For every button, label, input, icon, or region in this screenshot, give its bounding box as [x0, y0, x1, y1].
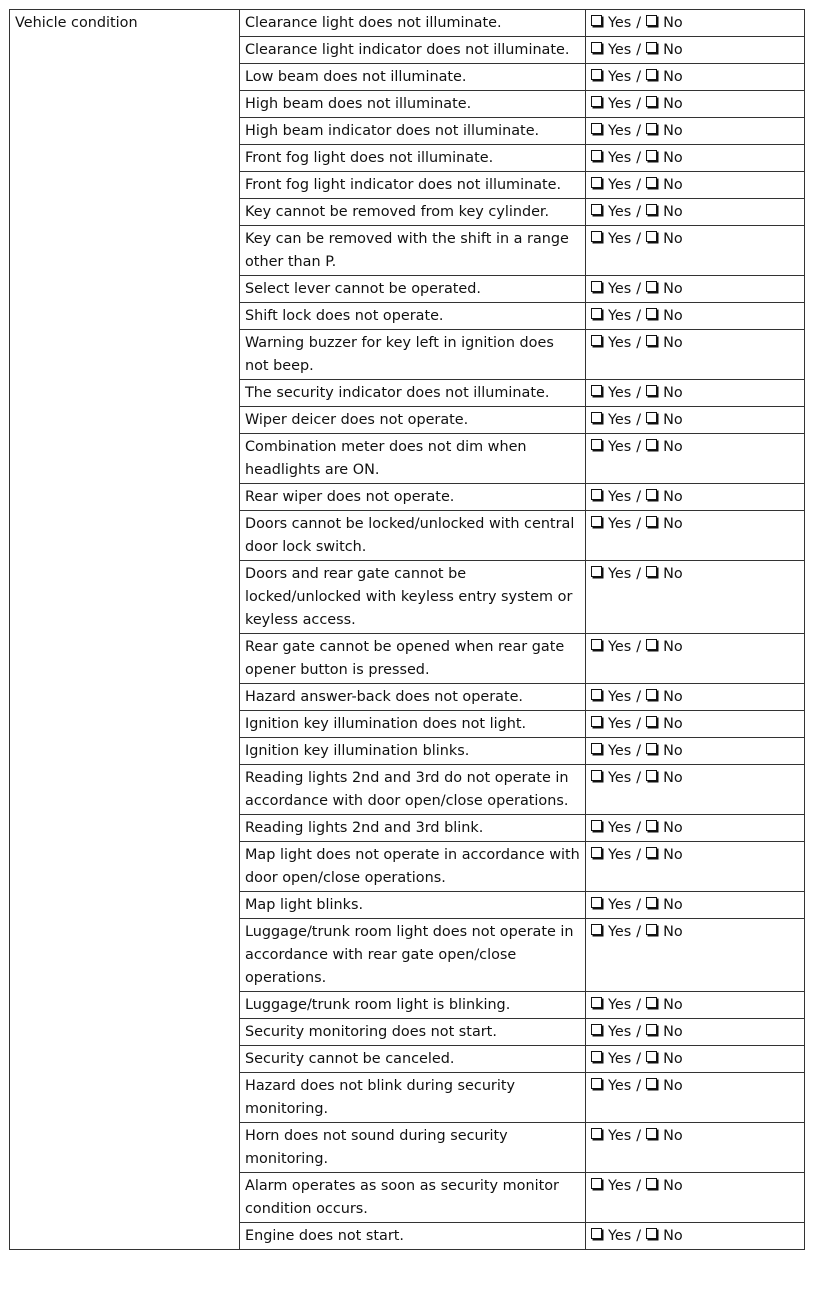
- checklist-body: [10, 10, 805, 1250]
- table-row: [10, 10, 805, 37]
- condition-text: Front fog light indicator does not illuminate.: [240, 172, 586, 199]
- yes-no-options: [586, 64, 805, 91]
- yes-no-options: [586, 634, 805, 684]
- yes-label: Yes: [608, 770, 632, 786]
- no-checkbox[interactable]: [646, 489, 657, 500]
- no-checkbox[interactable]: [646, 42, 657, 53]
- yes-no-options: [586, 199, 805, 226]
- no-checkbox[interactable]: [646, 96, 657, 107]
- no-checkbox[interactable]: [646, 716, 657, 727]
- yes-no-options: [586, 1046, 805, 1073]
- condition-text: Hazard answer-back does not operate.: [240, 684, 586, 711]
- yes-no-options: [586, 711, 805, 738]
- no-label: No: [663, 385, 683, 401]
- condition-text: High beam indicator does not illuminate.: [240, 118, 586, 145]
- yes-checkbox[interactable]: [591, 639, 602, 650]
- no-label: No: [663, 15, 683, 31]
- no-checkbox[interactable]: [646, 308, 657, 319]
- yes-checkbox[interactable]: [591, 997, 602, 1008]
- yes-no-options: [586, 892, 805, 919]
- yes-label: Yes: [608, 204, 632, 220]
- yes-label: Yes: [608, 335, 632, 351]
- condition-text: Doors cannot be locked/unlocked with central door lock switch.: [240, 511, 586, 561]
- no-label: No: [663, 516, 683, 532]
- no-checkbox[interactable]: [646, 516, 657, 527]
- yes-label: Yes: [608, 385, 632, 401]
- option-separator: /: [636, 412, 642, 428]
- no-label: No: [663, 308, 683, 324]
- yes-no-options: [586, 919, 805, 992]
- yes-label: Yes: [608, 15, 632, 31]
- yes-label: Yes: [608, 177, 632, 193]
- yes-label: Yes: [608, 847, 632, 863]
- no-checkbox[interactable]: [646, 1228, 657, 1239]
- no-label: No: [663, 1178, 683, 1194]
- option-separator: /: [636, 439, 642, 455]
- no-label: No: [663, 281, 683, 297]
- yes-checkbox[interactable]: [591, 96, 602, 107]
- yes-no-options: [586, 434, 805, 484]
- yes-checkbox[interactable]: [591, 412, 602, 423]
- option-separator: /: [636, 897, 642, 913]
- yes-no-options: [586, 118, 805, 145]
- yes-no-options: [586, 561, 805, 634]
- option-separator: /: [636, 847, 642, 863]
- no-checkbox[interactable]: [646, 15, 657, 26]
- option-separator: /: [636, 1228, 642, 1244]
- yes-no-options: [586, 1123, 805, 1173]
- yes-no-options: [586, 330, 805, 380]
- option-separator: /: [636, 1128, 642, 1144]
- yes-checkbox[interactable]: [591, 489, 602, 500]
- option-separator: /: [636, 150, 642, 166]
- no-checkbox[interactable]: [646, 1178, 657, 1189]
- no-label: No: [663, 150, 683, 166]
- condition-text: Rear wiper does not operate.: [240, 484, 586, 511]
- condition-text: Wiper deicer does not operate.: [240, 407, 586, 434]
- condition-text: Combination meter does not dim when headlights are ON.: [240, 434, 586, 484]
- no-checkbox[interactable]: [646, 1051, 657, 1062]
- no-checkbox[interactable]: [646, 281, 657, 292]
- no-label: No: [663, 770, 683, 786]
- option-separator: /: [636, 123, 642, 139]
- no-checkbox[interactable]: [646, 335, 657, 346]
- yes-checkbox[interactable]: [591, 1228, 602, 1239]
- yes-no-options: [586, 765, 805, 815]
- no-label: No: [663, 96, 683, 112]
- option-separator: /: [636, 1024, 642, 1040]
- option-separator: /: [636, 42, 642, 58]
- option-separator: /: [636, 743, 642, 759]
- yes-label: Yes: [608, 1178, 632, 1194]
- no-label: No: [663, 897, 683, 913]
- yes-no-options: [586, 1173, 805, 1223]
- no-label: No: [663, 689, 683, 705]
- no-checkbox[interactable]: [646, 897, 657, 908]
- yes-label: Yes: [608, 1051, 632, 1067]
- no-label: No: [663, 716, 683, 732]
- option-separator: /: [636, 15, 642, 31]
- no-label: No: [663, 335, 683, 351]
- condition-text: Reading lights 2nd and 3rd blink.: [240, 815, 586, 842]
- option-separator: /: [636, 231, 642, 247]
- no-checkbox[interactable]: [646, 997, 657, 1008]
- option-separator: /: [636, 177, 642, 193]
- no-checkbox[interactable]: [646, 820, 657, 831]
- option-separator: /: [636, 997, 642, 1013]
- yes-label: Yes: [608, 1024, 632, 1040]
- yes-checkbox[interactable]: [591, 1178, 602, 1189]
- no-checkbox[interactable]: [646, 412, 657, 423]
- no-checkbox[interactable]: [646, 439, 657, 450]
- option-separator: /: [636, 308, 642, 324]
- yes-label: Yes: [608, 566, 632, 582]
- yes-checkbox[interactable]: [591, 897, 602, 908]
- condition-text: Map light blinks.: [240, 892, 586, 919]
- yes-no-options: [586, 303, 805, 330]
- yes-checkbox[interactable]: [591, 847, 602, 858]
- no-checkbox[interactable]: [646, 1024, 657, 1035]
- vehicle-condition-checklist: [9, 9, 805, 1250]
- yes-label: Yes: [608, 1228, 632, 1244]
- no-checkbox[interactable]: [646, 385, 657, 396]
- yes-label: Yes: [608, 689, 632, 705]
- option-separator: /: [636, 516, 642, 532]
- option-separator: /: [636, 1178, 642, 1194]
- yes-label: Yes: [608, 639, 632, 655]
- yes-no-options: [586, 815, 805, 842]
- yes-checkbox[interactable]: [591, 177, 602, 188]
- option-separator: /: [636, 689, 642, 705]
- yes-no-options: [586, 1019, 805, 1046]
- yes-label: Yes: [608, 123, 632, 139]
- no-label: No: [663, 1078, 683, 1094]
- yes-label: Yes: [608, 69, 632, 85]
- yes-checkbox[interactable]: [591, 231, 602, 242]
- option-separator: /: [636, 489, 642, 505]
- yes-no-options: [586, 511, 805, 561]
- condition-text: Alarm operates as soon as security monitor condition occurs.: [240, 1173, 586, 1223]
- condition-text: Horn does not sound during security monitoring.: [240, 1123, 586, 1173]
- no-label: No: [663, 204, 683, 220]
- yes-checkbox[interactable]: [591, 385, 602, 396]
- yes-checkbox[interactable]: [591, 281, 602, 292]
- no-checkbox[interactable]: [646, 1078, 657, 1089]
- option-separator: /: [636, 716, 642, 732]
- yes-checkbox[interactable]: [591, 1051, 602, 1062]
- yes-no-options: [586, 407, 805, 434]
- yes-label: Yes: [608, 716, 632, 732]
- condition-text: Doors and rear gate cannot be locked/unlocked with keyless entry system or keyless access.: [240, 561, 586, 634]
- yes-label: Yes: [608, 439, 632, 455]
- yes-no-options: [586, 1223, 805, 1250]
- no-label: No: [663, 847, 683, 863]
- no-label: No: [663, 439, 683, 455]
- condition-text: High beam does not illuminate.: [240, 91, 586, 118]
- condition-text: Engine does not start.: [240, 1223, 586, 1250]
- yes-checkbox[interactable]: [591, 204, 602, 215]
- condition-text: Security cannot be canceled.: [240, 1046, 586, 1073]
- yes-label: Yes: [608, 743, 632, 759]
- no-checkbox[interactable]: [646, 924, 657, 935]
- no-label: No: [663, 820, 683, 836]
- yes-checkbox[interactable]: [591, 1024, 602, 1035]
- yes-checkbox[interactable]: [591, 770, 602, 781]
- yes-no-options: [586, 1073, 805, 1123]
- condition-text: Key can be removed with the shift in a range other than P.: [240, 226, 586, 276]
- yes-checkbox[interactable]: [591, 1128, 602, 1139]
- no-label: No: [663, 1051, 683, 1067]
- no-checkbox[interactable]: [646, 566, 657, 577]
- yes-no-options: [586, 276, 805, 303]
- no-checkbox[interactable]: [646, 639, 657, 650]
- yes-checkbox[interactable]: [591, 924, 602, 935]
- no-label: No: [663, 997, 683, 1013]
- no-label: No: [663, 1128, 683, 1144]
- no-checkbox[interactable]: [646, 177, 657, 188]
- condition-text: Security monitoring does not start.: [240, 1019, 586, 1046]
- yes-checkbox[interactable]: [591, 716, 602, 727]
- yes-checkbox[interactable]: [591, 743, 602, 754]
- condition-text: Low beam does not illuminate.: [240, 64, 586, 91]
- no-checkbox[interactable]: [646, 1128, 657, 1139]
- no-label: No: [663, 1228, 683, 1244]
- yes-checkbox[interactable]: [591, 566, 602, 577]
- yes-no-options: [586, 992, 805, 1019]
- condition-text: Ignition key illumination blinks.: [240, 738, 586, 765]
- yes-checkbox[interactable]: [591, 150, 602, 161]
- yes-label: Yes: [608, 897, 632, 913]
- condition-text: Clearance light indicator does not illuminate.: [240, 37, 586, 64]
- condition-text: Luggage/trunk room light is blinking.: [240, 992, 586, 1019]
- yes-label: Yes: [608, 820, 632, 836]
- option-separator: /: [636, 281, 642, 297]
- yes-checkbox[interactable]: [591, 689, 602, 700]
- no-checkbox[interactable]: [646, 204, 657, 215]
- yes-no-options: [586, 226, 805, 276]
- section-label: Vehicle condition: [10, 10, 240, 1250]
- yes-no-options: [586, 842, 805, 892]
- option-separator: /: [636, 1051, 642, 1067]
- yes-label: Yes: [608, 516, 632, 532]
- condition-text: Select lever cannot be operated.: [240, 276, 586, 303]
- option-separator: /: [636, 1078, 642, 1094]
- option-separator: /: [636, 820, 642, 836]
- yes-no-options: [586, 91, 805, 118]
- condition-text: Reading lights 2nd and 3rd do not operate in accordance with door open/close operations.: [240, 765, 586, 815]
- no-label: No: [663, 69, 683, 85]
- option-separator: /: [636, 770, 642, 786]
- option-separator: /: [636, 96, 642, 112]
- option-separator: /: [636, 335, 642, 351]
- no-label: No: [663, 42, 683, 58]
- yes-label: Yes: [608, 997, 632, 1013]
- no-checkbox[interactable]: [646, 847, 657, 858]
- yes-no-options: [586, 738, 805, 765]
- condition-text: Shift lock does not operate.: [240, 303, 586, 330]
- yes-label: Yes: [608, 412, 632, 428]
- condition-text: Rear gate cannot be opened when rear gate opener button is pressed.: [240, 634, 586, 684]
- condition-text: Front fog light does not illuminate.: [240, 145, 586, 172]
- yes-no-options: [586, 145, 805, 172]
- no-checkbox[interactable]: [646, 689, 657, 700]
- condition-text: Map light does not operate in accordance with door open/close operations.: [240, 842, 586, 892]
- no-label: No: [663, 924, 683, 940]
- no-label: No: [663, 489, 683, 505]
- yes-checkbox[interactable]: [591, 123, 602, 134]
- option-separator: /: [636, 204, 642, 220]
- no-checkbox[interactable]: [646, 231, 657, 242]
- yes-checkbox[interactable]: [591, 1078, 602, 1089]
- no-label: No: [663, 177, 683, 193]
- yes-label: Yes: [608, 231, 632, 247]
- yes-checkbox[interactable]: [591, 820, 602, 831]
- condition-text: Hazard does not blink during security monitoring.: [240, 1073, 586, 1123]
- condition-text: The security indicator does not illuminate.: [240, 380, 586, 407]
- condition-text: Luggage/trunk room light does not operate in accordance with rear gate open/close operations.: [240, 919, 586, 992]
- yes-checkbox[interactable]: [591, 42, 602, 53]
- yes-label: Yes: [608, 489, 632, 505]
- yes-label: Yes: [608, 281, 632, 297]
- yes-checkbox[interactable]: [591, 439, 602, 450]
- yes-no-options: [586, 10, 805, 37]
- no-label: No: [663, 123, 683, 139]
- yes-checkbox[interactable]: [591, 308, 602, 319]
- yes-no-options: [586, 172, 805, 199]
- yes-label: Yes: [608, 150, 632, 166]
- yes-no-options: [586, 380, 805, 407]
- yes-no-options: [586, 684, 805, 711]
- condition-text: Clearance light does not illuminate.: [240, 10, 586, 37]
- yes-label: Yes: [608, 308, 632, 324]
- no-label: No: [663, 639, 683, 655]
- no-checkbox[interactable]: [646, 123, 657, 134]
- yes-label: Yes: [608, 1078, 632, 1094]
- yes-label: Yes: [608, 42, 632, 58]
- option-separator: /: [636, 639, 642, 655]
- option-separator: /: [636, 924, 642, 940]
- no-label: No: [663, 231, 683, 247]
- yes-checkbox[interactable]: [591, 335, 602, 346]
- yes-label: Yes: [608, 1128, 632, 1144]
- yes-label: Yes: [608, 96, 632, 112]
- option-separator: /: [636, 69, 642, 85]
- yes-checkbox[interactable]: [591, 69, 602, 80]
- no-checkbox[interactable]: [646, 770, 657, 781]
- condition-text: Warning buzzer for key left in ignition does not beep.: [240, 330, 586, 380]
- condition-text: Key cannot be removed from key cylinder.: [240, 199, 586, 226]
- yes-label: Yes: [608, 924, 632, 940]
- option-separator: /: [636, 566, 642, 582]
- yes-checkbox[interactable]: [591, 15, 602, 26]
- no-label: No: [663, 566, 683, 582]
- yes-no-options: [586, 484, 805, 511]
- no-label: No: [663, 743, 683, 759]
- no-label: No: [663, 1024, 683, 1040]
- no-checkbox[interactable]: [646, 69, 657, 80]
- condition-text: Ignition key illumination does not light.: [240, 711, 586, 738]
- no-label: No: [663, 412, 683, 428]
- no-checkbox[interactable]: [646, 743, 657, 754]
- yes-checkbox[interactable]: [591, 516, 602, 527]
- no-checkbox[interactable]: [646, 150, 657, 161]
- option-separator: /: [636, 385, 642, 401]
- yes-no-options: [586, 37, 805, 64]
